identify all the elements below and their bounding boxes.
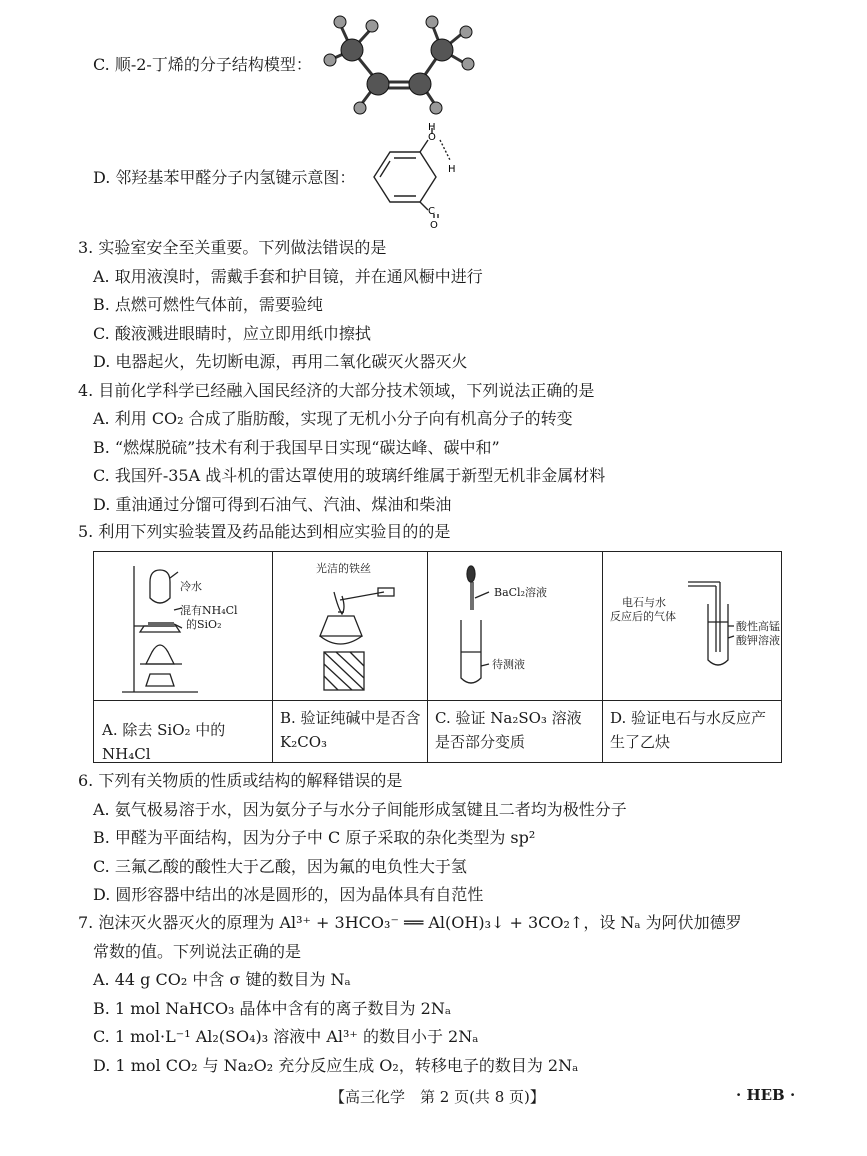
q7-option-b: B. 1 mol NaHCO₃ 晶体中含有的离子数目为 2Nₐ bbox=[93, 999, 451, 1018]
q3-option-b: B. 点燃可燃性气体前，需要验纯 bbox=[93, 295, 323, 314]
q3-option-d: D. 电器起火，先切断电源，再用二氧化碳灭火器灭火 bbox=[93, 352, 468, 371]
cis-2-butene-model bbox=[320, 8, 480, 118]
q3-stem: 3. 实验室安全至关重要。下列做法错误的是 bbox=[78, 238, 387, 257]
label-cold-water: 冷水 bbox=[180, 580, 202, 593]
label-bacl2-solution: BaCl₂溶液 bbox=[494, 586, 547, 599]
q3-option-c: C. 酸液溅进眼睛时，应立即用纸巾擦拭 bbox=[93, 324, 371, 343]
q2-option-c: C. 顺-2-丁烯的分子结构模型： bbox=[93, 55, 312, 74]
q5-caption-b: B. 验证纯碱中是否含 K₂CO₃ bbox=[280, 709, 421, 751]
q6-option-b: B. 甲醛为平面结构，因为分子中 C 原子采取的杂化类型为 sp² bbox=[93, 828, 536, 847]
q5-caption-d: D. 验证电石与水反应产生了乙炔 bbox=[610, 709, 767, 751]
label-clean-iron-wire: 光洁的铁丝 bbox=[316, 562, 371, 575]
label-acidic-kmno4-1: 酸性高锰 bbox=[736, 620, 780, 633]
q7-stem-line1: 7. 泡沫灭火器灭火的原理为 Al³⁺ + 3HCO₃⁻ ══ Al(OH)₃↓ + 3CO₂↑，设 Nₐ 为阿伏加德罗 bbox=[78, 913, 742, 932]
page-footer: 【高三化学 第 2 页(共 8 页)】 bbox=[330, 1088, 545, 1106]
label-test-solution: 待测液 bbox=[492, 658, 525, 671]
q7-option-c: C. 1 mol·L⁻¹ Al₂(SO₄)₃ 溶液中 Al³⁺ 的数目小于 2Nₐ bbox=[93, 1027, 479, 1046]
q4-stem: 4. 目前化学科学已经融入国民经济的大部分技术领域，下列说法正确的是 bbox=[78, 381, 595, 400]
q6-option-a: A. 氨气极易溶于水，因为氨分子与水分子间能形成氢键且二者均为极性分子 bbox=[93, 800, 627, 819]
q4-option-b: B. “燃煤脱硫”技术有利于我国早日实现“碳达峰、碳中和” bbox=[93, 438, 500, 457]
q5-stem: 5. 利用下列实验装置及药品能达到相应实验目的的是 bbox=[78, 522, 451, 541]
atom-h-top: H bbox=[428, 122, 436, 133]
label-acidic-kmno4-2: 酸钾溶液 bbox=[736, 634, 780, 647]
apparatus-table bbox=[93, 551, 782, 763]
atom-h-mid: H bbox=[448, 164, 456, 175]
salicylaldehyde-structure bbox=[366, 122, 476, 232]
q7-option-d: D. 1 mol CO₂ 与 Na₂O₂ 充分反应生成 O₂，转移电子的数目为 2Nₐ bbox=[93, 1056, 579, 1075]
sublimation-apparatus bbox=[94, 552, 272, 700]
q4-option-c: C. 我国歼-35A 战斗机的雷达罩使用的玻璃纤维属于新型无机非金属材料 bbox=[93, 466, 606, 485]
q5-caption-c: C. 验证 Na₂SO₃ 溶液是否部分变质 bbox=[435, 709, 582, 751]
q6-option-c: C. 三氟乙酸的酸性大于乙酸，因为氟的电负性大于氢 bbox=[93, 857, 467, 876]
atom-c: C bbox=[428, 206, 435, 217]
q4-option-a: A. 利用 CO₂ 合成了脂肪酸，实现了无机小分子向有机高分子的转变 bbox=[93, 409, 573, 428]
q6-stem: 6. 下列有关物质的性质或结构的解释错误的是 bbox=[78, 771, 403, 790]
atom-o-bottom: O bbox=[430, 220, 438, 231]
label-carbide-water: 电石与水 bbox=[622, 596, 666, 609]
test-tube-dropper bbox=[427, 552, 602, 700]
label-mixed-nh4cl: 混有NH₄Cl bbox=[180, 604, 238, 617]
q2-option-d: D. 邻羟基苯甲醛分子内氢键示意图： bbox=[93, 168, 356, 187]
q7-stem-line2: 常数的值。下列说法正确的是 bbox=[93, 942, 302, 961]
q3-option-a: A. 取用液溴时，需戴手套和护目镜，并在通风橱中进行 bbox=[93, 267, 483, 286]
q4-option-d: D. 重油通过分馏可得到石油气、汽油、煤油和柴油 bbox=[93, 495, 452, 514]
q5-caption-a: A. 除去 SiO₂ 中的 NH₄Cl bbox=[102, 721, 226, 763]
label-sio2: 的SiO₂ bbox=[186, 618, 222, 631]
label-reaction-gas: 反应后的气体 bbox=[610, 610, 676, 623]
q6-option-d: D. 圆形容器中结出的冰是圆形的，因为晶体具有自范性 bbox=[93, 885, 484, 904]
footer-code: · HEB · bbox=[736, 1086, 796, 1104]
q7-option-a: A. 44 g CO₂ 中含 σ 键的数目为 Nₐ bbox=[93, 970, 351, 989]
atom-o-top: O bbox=[428, 132, 436, 143]
